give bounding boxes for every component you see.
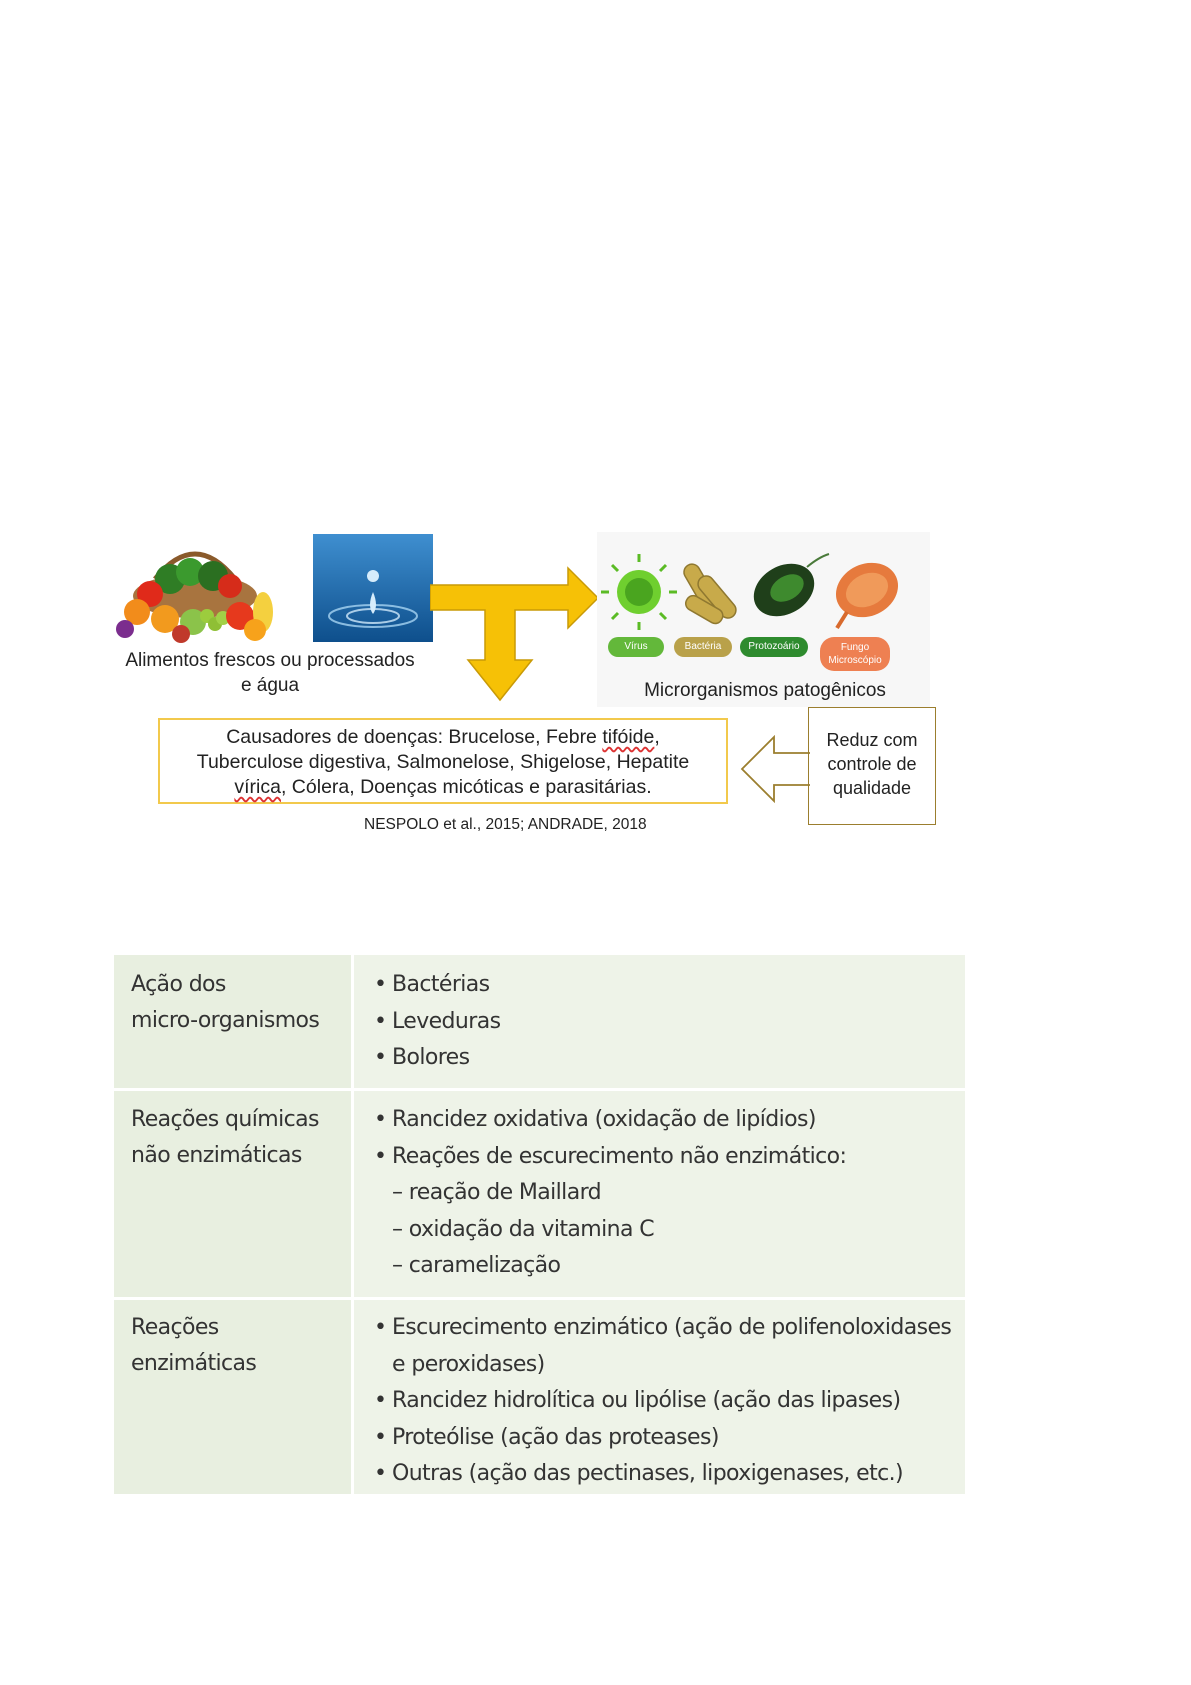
- bacteria-label: Bactéria: [674, 637, 732, 657]
- food-caption: [100, 648, 440, 698]
- list-item: • Rancidez oxidativa (oxidação de lipídios): [374, 1102, 846, 1139]
- protozoa-label: Protozoário: [740, 637, 808, 657]
- row-divider: [114, 1088, 965, 1091]
- sub-list-item: – oxidação da vitamina C: [392, 1216, 654, 1242]
- food-caption-line-2: e água: [240, 675, 300, 696]
- microorganisms-figure: [100, 530, 950, 860]
- virus-icon: [601, 554, 677, 630]
- microbe-illustrations: [597, 532, 930, 642]
- list-item: • Bactérias: [374, 967, 500, 1004]
- bacteria-icon: [681, 561, 739, 626]
- protozoa-icon: [744, 553, 829, 627]
- list-item: • Outras (ação das pectinases, lipoxigenases, etc.): [374, 1456, 951, 1493]
- left-arrow-icon: [740, 735, 812, 803]
- row-label-nonenzymatic: Reações químicas não enzimáticas: [131, 1107, 319, 1168]
- list-item: • Escurecimento enzimático (ação de polifenoloxidases: [374, 1310, 951, 1347]
- quality-control-box: [808, 707, 936, 825]
- disease-line-3: vírica, Cólera, Doenças micóticas e parasitárias.: [234, 776, 652, 798]
- food-deterioration-table: [114, 955, 965, 1494]
- food-caption-line-1: Alimentos frescos ou processados: [125, 650, 415, 671]
- citation: NESPOLO et al., 2015; ANDRADE, 2018: [364, 816, 647, 833]
- column-divider: [351, 955, 354, 1494]
- list-item: • Reações de escurecimento não enzimático:: [374, 1139, 846, 1176]
- list-item-continuation: e peroxidases): [392, 1351, 545, 1377]
- list-item: • Bolores: [374, 1040, 500, 1077]
- row-label-microorganisms: Ação dos micro-organismos: [131, 972, 320, 1033]
- row-label-enzymatic: Reações enzimáticas: [131, 1315, 257, 1376]
- disease-line-2: Tuberculose digestiva, Salmonelose, Shigelose, Hepatite: [196, 751, 690, 773]
- disease-line-1: Causadores de doenças: Brucelose, Febre tifóide,: [226, 726, 660, 748]
- sub-list-item: – caramelização: [392, 1253, 561, 1278]
- fungus-label: Fungo Microscópio: [820, 637, 890, 671]
- list-item: • Rancidez hidrolítica ou lipólise (ação das lipases): [374, 1383, 951, 1420]
- yellow-t-arrow: [430, 560, 600, 710]
- list-item: • Proteólise (ação das proteases): [374, 1420, 951, 1457]
- water-drop-image: [313, 534, 433, 642]
- row-items-nonenzymatic: [374, 1102, 846, 1285]
- reduce-line-1: Reduz com: [826, 730, 918, 750]
- fruit-basket-image: [115, 534, 275, 644]
- row-items-enzymatic: [374, 1310, 951, 1493]
- reduce-line-2: controle de: [827, 754, 917, 774]
- row-items-microorganisms: [374, 967, 500, 1077]
- disease-box: [158, 718, 728, 804]
- virus-label: Vírus: [608, 637, 664, 657]
- microbes-caption: Microrganismos patogênicos: [644, 680, 886, 701]
- sub-list-item: – reação de Maillard: [392, 1180, 601, 1205]
- reduce-line-3: qualidade: [832, 778, 912, 798]
- list-item: • Leveduras: [374, 1004, 500, 1041]
- row-divider: [114, 1297, 965, 1300]
- fungus-icon: [827, 553, 907, 628]
